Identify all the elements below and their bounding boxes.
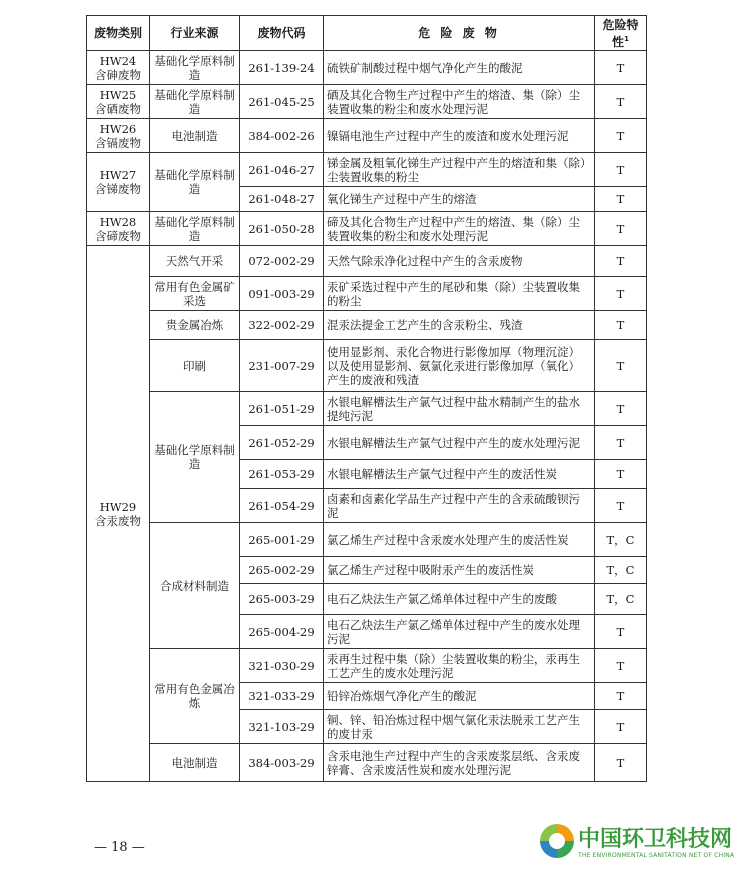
waste-description-cell: 水银电解槽法生产氯气过程中产生的废活性炭 [324, 460, 595, 489]
table-row [87, 85, 647, 119]
industry-source-cell: 天然气开采 [150, 246, 240, 277]
waste-description-cell: 氧化锑生产过程中产生的熔渣 [324, 187, 595, 212]
logo-name-cn: 中国环卫科技网 [578, 827, 733, 852]
industry-source-cell: 基础化学原料制造 [150, 392, 240, 523]
waste-code-cell: 321-030-29 [240, 649, 324, 683]
waste-code-cell: 231-007-29 [240, 340, 324, 392]
waste-description-cell: 碲及其化合物生产过程中产生的熔渣、集（除）尘装置收集的粉尘和废水处理污泥 [324, 212, 595, 246]
industry-source-cell: 电池制造 [150, 744, 240, 782]
waste-description-cell: 电石乙炔法生产氯乙烯单体过程中产生的废水处理污泥 [324, 615, 595, 649]
hazard-property-cell: T [595, 119, 647, 153]
industry-source-cell: 合成材料制造 [150, 523, 240, 649]
hazard-property-cell: T [595, 615, 647, 649]
table-row [87, 340, 647, 392]
table-row [87, 212, 647, 246]
waste-description-cell: 电石乙炔法生产氯乙烯单体过程中产生的废酸 [324, 584, 595, 615]
header-category: 废物类别 [87, 16, 150, 51]
hazard-property-cell: T [595, 340, 647, 392]
waste-code-cell: 261-045-25 [240, 85, 324, 119]
waste-code-cell: 261-050-28 [240, 212, 324, 246]
hazard-property-cell: T [595, 246, 647, 277]
waste-category-cell: HW26 含镉废物 [87, 119, 150, 153]
waste-description-cell: 汞再生过程中集（除）尘装置收集的粉尘，汞再生工艺产生的废水处理污泥 [324, 649, 595, 683]
waste-description-cell: 氯乙烯生产过程中含汞废水处理产生的废活性炭 [324, 523, 595, 557]
table-row [87, 153, 647, 187]
waste-code-cell: 261-139-24 [240, 51, 324, 85]
waste-description-cell: 使用显影剂、汞化合物进行影像加厚（物理沉淀）以及使用显影剂、氨氯化汞进行影像加厚（氧化）产生的废液和残渣 [324, 340, 595, 392]
industry-source-cell: 常用有色金属冶炼 [150, 649, 240, 744]
hazard-property-cell: T [595, 489, 647, 523]
waste-category-cell: HW29 含汞废物 [87, 246, 150, 782]
industry-source-cell: 常用有色金属矿采选 [150, 277, 240, 311]
waste-description-cell: 硒及其化合物生产过程中产生的熔渣、集（除）尘装置收集的粉尘和废水处理污泥 [324, 85, 595, 119]
hazard-property-cell: T，C [595, 523, 647, 557]
table-header-row [87, 16, 647, 51]
waste-description-cell: 硫铁矿制酸过程中烟气净化产生的酸泥 [324, 51, 595, 85]
waste-description-cell: 铜、锌、铅冶炼过程中烟气氯化汞法脱汞工艺产生的废甘汞 [324, 710, 595, 744]
hazard-property-cell: T [595, 744, 647, 782]
hazard-property-cell: T，C [595, 557, 647, 584]
waste-description-cell: 铅锌冶炼烟气净化产生的酸泥 [324, 683, 595, 710]
hazard-property-cell: T [595, 710, 647, 744]
hazard-property-cell: T [595, 392, 647, 426]
hazard-property-cell: T [595, 311, 647, 340]
hazard-property-cell: T [595, 649, 647, 683]
industry-source-cell: 电池制造 [150, 119, 240, 153]
site-logo [540, 822, 740, 866]
hazard-property-cell: T，C [595, 584, 647, 615]
waste-code-cell: 261-048-27 [240, 187, 324, 212]
waste-description-cell: 混汞法提金工艺产生的含汞粉尘、残渣 [324, 311, 595, 340]
waste-description-cell: 含汞电池生产过程中产生的含汞废浆层纸、含汞废锌膏、含汞废活性炭和废水处理污泥 [324, 744, 595, 782]
table-row [87, 51, 647, 85]
waste-category-cell: HW27 含锑废物 [87, 153, 150, 212]
hazard-property-cell: T [595, 212, 647, 246]
waste-description-cell: 镍镉电池生产过程中产生的废渣和废水处理污泥 [324, 119, 595, 153]
waste-code-cell: 091-003-29 [240, 277, 324, 311]
waste-code-cell: 265-002-29 [240, 557, 324, 584]
industry-source-cell: 贵金属冶炼 [150, 311, 240, 340]
industry-source-cell: 基础化学原料制造 [150, 212, 240, 246]
hazardous-waste-table [86, 15, 647, 782]
waste-code-cell: 265-001-29 [240, 523, 324, 557]
waste-description-cell: 氯乙烯生产过程中吸附汞产生的废活性炭 [324, 557, 595, 584]
table-row [87, 311, 647, 340]
hazard-property-cell: T [595, 85, 647, 119]
waste-code-cell: 261-053-29 [240, 460, 324, 489]
waste-code-cell: 321-103-29 [240, 710, 324, 744]
table-row [87, 523, 647, 557]
table-row [87, 119, 647, 153]
hazard-property-cell: T [595, 426, 647, 460]
waste-description-cell: 卤素和卤素化学品生产过程中产生的含汞硫酸钡污泥 [324, 489, 595, 523]
logo-ring-icon [540, 824, 574, 858]
hazard-property-cell: T [595, 51, 647, 85]
industry-source-cell: 基础化学原料制造 [150, 51, 240, 85]
logo-name-en: THE ENVIRONMENTAL SANITATION NET OF CHINA [578, 852, 735, 859]
waste-code-cell: 321-033-29 [240, 683, 324, 710]
hazard-property-cell: T [595, 277, 647, 311]
table-body [87, 51, 647, 782]
industry-source-cell: 印刷 [150, 340, 240, 392]
waste-code-cell: 261-054-29 [240, 489, 324, 523]
header-code: 废物代码 [240, 16, 324, 51]
waste-code-cell: 384-002-26 [240, 119, 324, 153]
waste-code-cell: 265-004-29 [240, 615, 324, 649]
header-industry: 行业来源 [150, 16, 240, 51]
page-number: — 18 — [94, 840, 145, 855]
waste-description-cell: 天然气除汞净化过程中产生的含汞废物 [324, 246, 595, 277]
waste-code-cell: 322-002-29 [240, 311, 324, 340]
waste-category-cell: HW24 含砷废物 [87, 51, 150, 85]
footnote-marker: 1 [624, 34, 629, 43]
waste-code-cell: 261-052-29 [240, 426, 324, 460]
waste-category-cell: HW28 含碲废物 [87, 212, 150, 246]
waste-description-cell: 水银电解槽法生产氯气过程中产生的废水处理污泥 [324, 426, 595, 460]
waste-description-cell: 锑金属及粗氧化锑生产过程中产生的熔渣和集（除）尘装置收集的粉尘 [324, 153, 595, 187]
hazard-property-cell: T [595, 683, 647, 710]
table-row [87, 277, 647, 311]
header-waste: 危 险 废 物 [324, 16, 595, 51]
waste-code-cell: 072-002-29 [240, 246, 324, 277]
waste-code-cell: 261-046-27 [240, 153, 324, 187]
table-row [87, 246, 647, 277]
waste-code-cell: 384-003-29 [240, 744, 324, 782]
hazard-property-cell: T [595, 153, 647, 187]
header-property: 危险特性$^1$ [595, 16, 647, 51]
table-row [87, 392, 647, 426]
industry-source-cell: 基础化学原料制造 [150, 85, 240, 119]
table-row [87, 744, 647, 782]
waste-code-cell: 261-051-29 [240, 392, 324, 426]
waste-code-cell: 265-003-29 [240, 584, 324, 615]
waste-category-cell: HW25 含硒废物 [87, 85, 150, 119]
hazard-property-cell: T [595, 187, 647, 212]
hazard-property-cell: T [595, 460, 647, 489]
table-row [87, 649, 647, 683]
industry-source-cell: 基础化学原料制造 [150, 153, 240, 212]
waste-description-cell: 水银电解槽法生产氯气过程中盐水精制产生的盐水提纯污泥 [324, 392, 595, 426]
waste-description-cell: 汞矿采选过程中产生的尾砂和集（除）尘装置收集的粉尘 [324, 277, 595, 311]
